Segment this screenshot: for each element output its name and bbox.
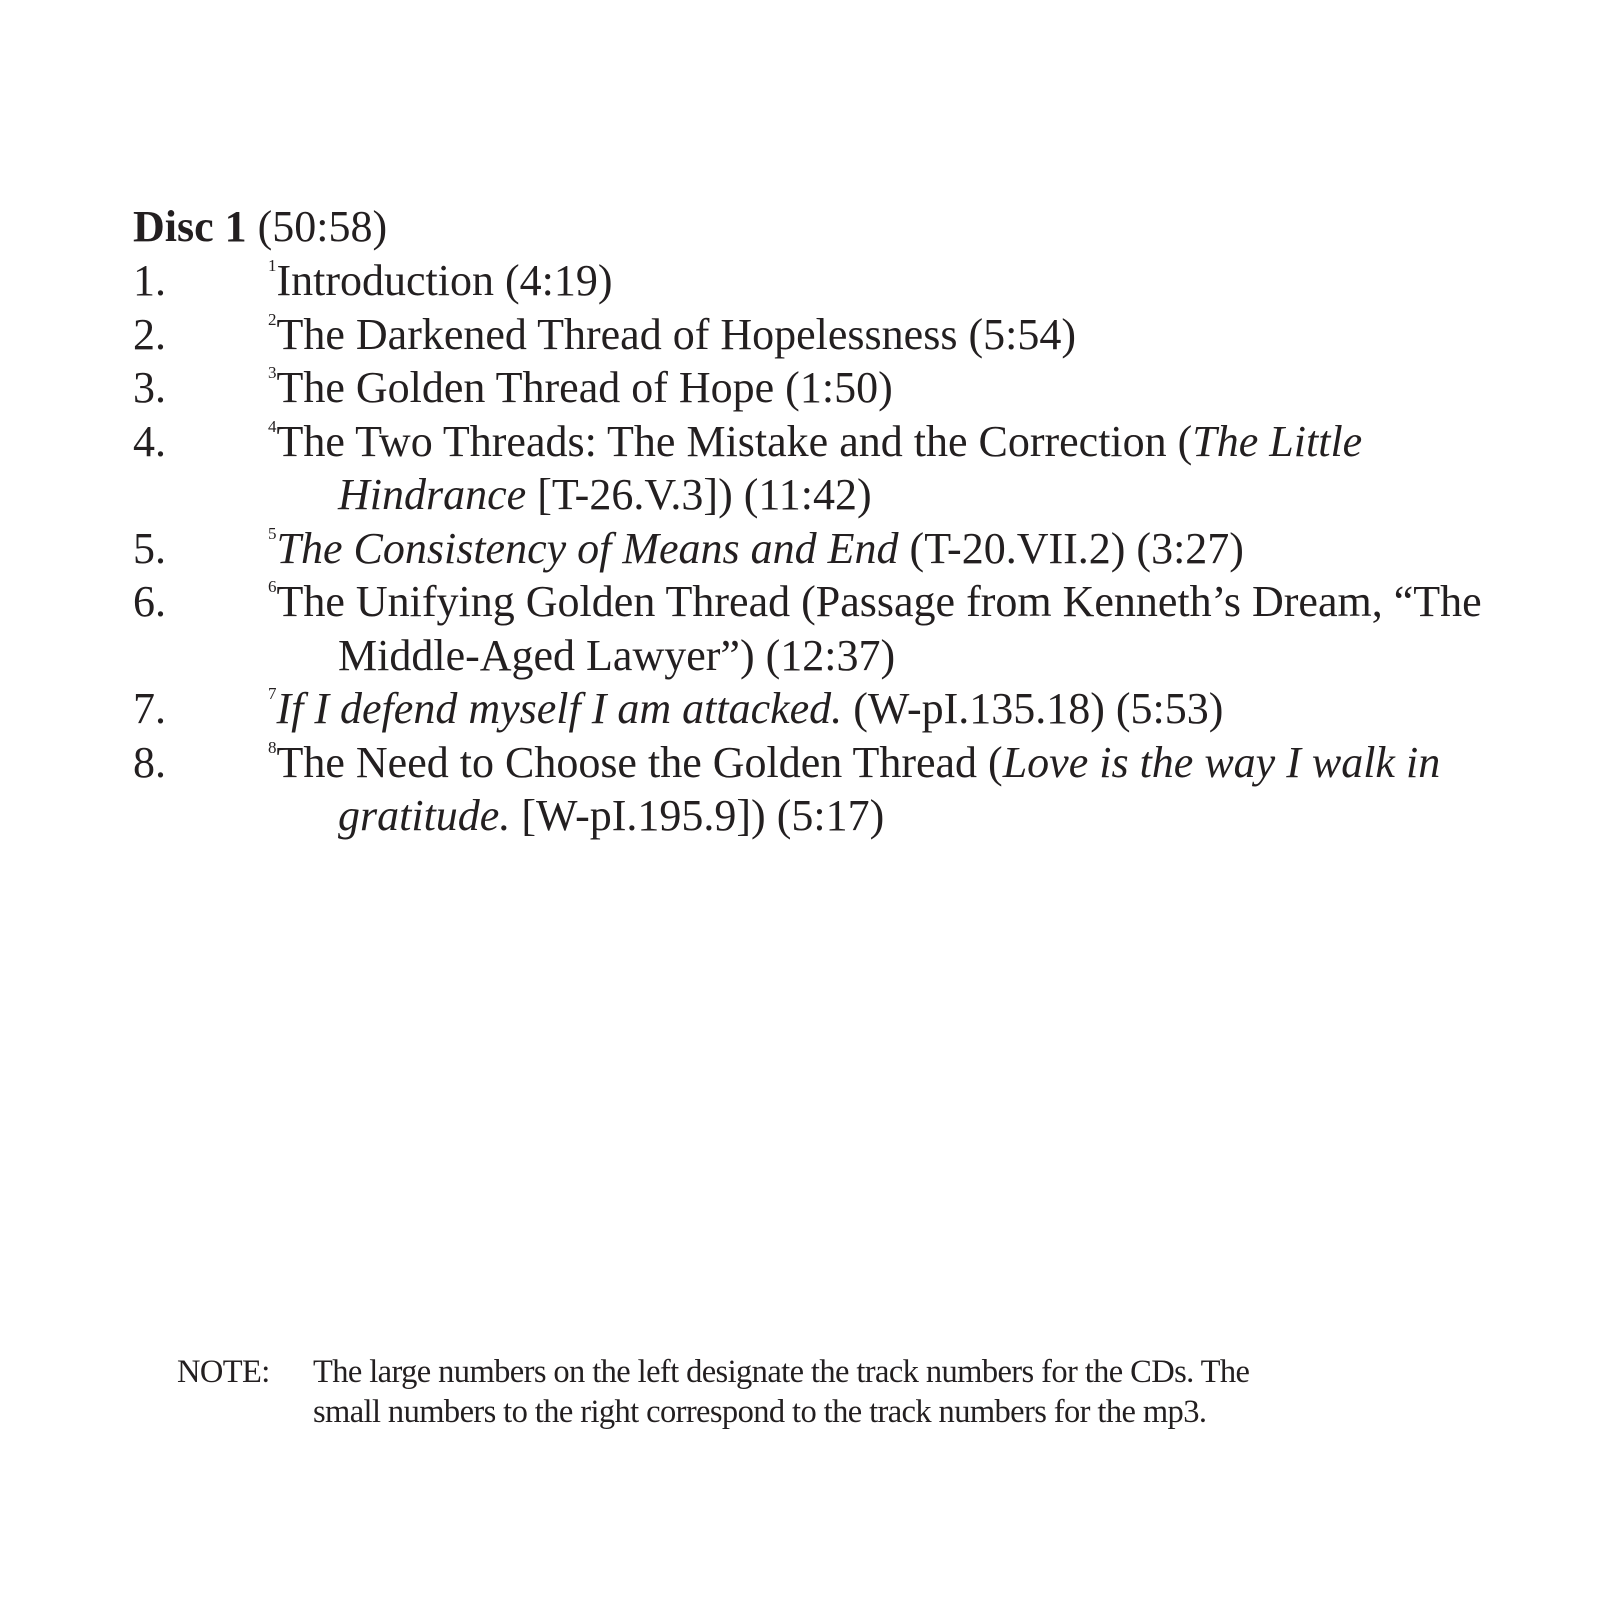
- track-title-italic: If I defend myself I am attacked.: [276, 684, 843, 733]
- cd-track-number: 3.: [133, 363, 166, 412]
- track-title: 5The Consistency of Means and End (T-20.VII.2) (3:27): [268, 523, 1244, 573]
- track-title-italic: Love is the way I walk in gratitude.: [338, 737, 1441, 840]
- note-line: small numbers to the right correspond to the track numbers for the mp3.: [313, 1394, 1207, 1430]
- track-row: [133, 522, 1493, 576]
- disc-label: Disc 1: [133, 202, 247, 251]
- track-title-italic: The Consistency of Means and End: [276, 523, 899, 573]
- track-title: 7If I defend myself I am attacked. (W-pI.135.18) (5:53): [268, 684, 1224, 733]
- track-title: 1Introduction (4:19): [268, 256, 613, 305]
- track-title: 3The Golden Thread of Hope (1:50): [268, 363, 893, 412]
- track-row: [133, 415, 1493, 522]
- cd-track-number: 7.: [133, 684, 166, 733]
- note-line: The large numbers on the left designate the track numbers for the CDs. The: [313, 1354, 1250, 1390]
- track-title-text: The Darkened Thread of Hopelessness (5:54): [276, 309, 1076, 359]
- track-title-text: The Unifying Golden Thread (Passage from Kenneth’s Dream, “The Middle-Aged Lawyer”) (12:37): [276, 577, 1482, 680]
- disc-duration: (50:58): [257, 202, 388, 251]
- note-text: [313, 1352, 1249, 1432]
- track-list: [133, 254, 1493, 843]
- track-title-text: (T-20.VII.2) (3:27): [898, 523, 1244, 573]
- track-row: [133, 254, 1493, 308]
- track-row: [133, 361, 1493, 415]
- cd-track-number: 2.: [133, 309, 166, 359]
- track-title: 2The Darkened Thread of Hopelessness (5:54): [268, 309, 1076, 359]
- track-row: [133, 736, 1493, 843]
- track-title: 8The Need to Choose the Golden Thread (Love is the way I walk in gratitude. [W-pI.195.9]) (5:17): [268, 737, 1441, 840]
- track-title: 4The Two Threads: The Mistake and the Correction (The Little Hindrance [T-26.V.3]) (11:42): [268, 416, 1363, 519]
- track-title-text: The Two Threads: The Mistake and the Correction (: [276, 416, 1193, 466]
- track-title: 6The Unifying Golden Thread (Passage from Kenneth’s Dream, “The Middle-Aged Lawyer”) (12:37): [268, 577, 1482, 680]
- track-title-text: The Golden Thread of Hope (1:50): [276, 363, 893, 412]
- track-title-text: Introduction (4:19): [276, 256, 613, 305]
- note-label: NOTE:: [177, 1354, 270, 1390]
- track-title-text: [W-pI.195.9]) (5:17): [510, 791, 885, 840]
- track-row: [133, 308, 1493, 362]
- cd-track-number: 8.: [133, 737, 166, 787]
- cd-track-number: 6.: [133, 577, 166, 626]
- track-title-text: [T-26.V.3]) (11:42): [526, 470, 872, 519]
- track-title-text: (W-pI.135.18) (5:53): [842, 684, 1224, 733]
- cd-track-number: 4.: [133, 416, 166, 466]
- cd-track-number: 1.: [133, 256, 166, 305]
- track-listing: [133, 200, 1493, 843]
- cd-track-number: 5.: [133, 523, 166, 573]
- disc-header: [133, 200, 1493, 254]
- track-row: [133, 575, 1493, 682]
- track-row: [133, 682, 1493, 736]
- track-title-text: The Need to Choose the Golden Thread (: [276, 737, 1003, 787]
- track-title-italic: The Little Hindrance: [338, 416, 1363, 519]
